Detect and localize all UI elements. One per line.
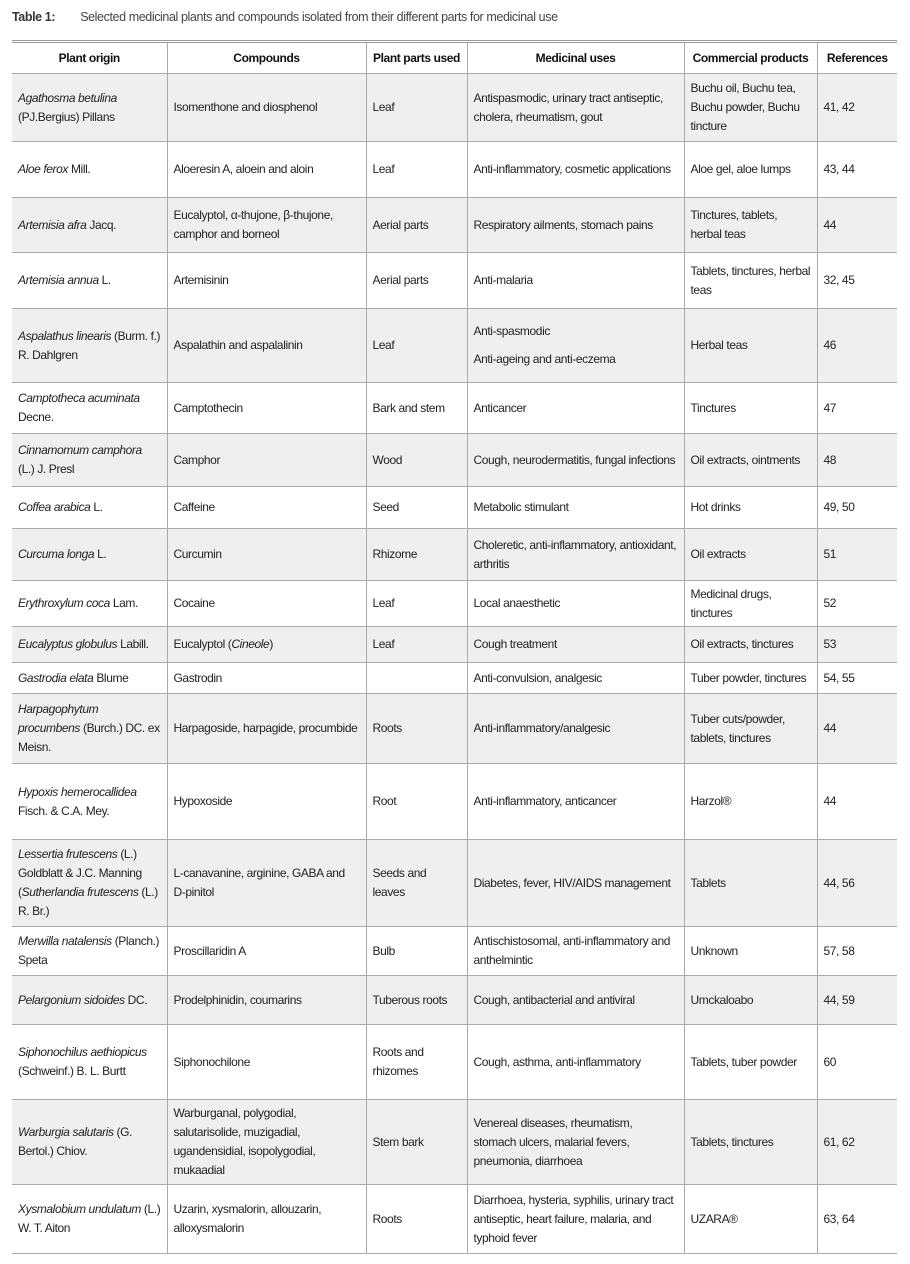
commercial-products-cell: Oil extracts, tinctures: [684, 627, 817, 663]
compounds-cell: [167, 529, 366, 581]
text-segment: Siphonochilus aethiopicus: [18, 1045, 147, 1059]
text-segment: Cocaine: [173, 596, 215, 610]
commercial-products-cell: Herbal teas: [684, 309, 817, 383]
plant-origin-cell: [12, 694, 167, 764]
text-segment: Proscillaridin A: [173, 943, 246, 958]
text-segment: Artemisinin: [173, 273, 229, 287]
text-segment: Anti-inflammatory, cosmetic applications: [473, 162, 671, 176]
text-segment: Jacq.: [86, 217, 117, 232]
table-row: [12, 927, 897, 976]
text-segment: Caffeine: [173, 500, 215, 514]
compounds-cell: [167, 487, 366, 529]
compounds-cell: [167, 976, 366, 1025]
commercial-products-cell: Tinctures, tablets, herbal teas: [684, 198, 817, 253]
table-title: Selected medicinal plants and compounds isolated from their different parts for medicinal use: [80, 10, 558, 24]
medicinal-uses-cell: [467, 663, 684, 694]
text-segment: Lessertia frutescens: [18, 847, 118, 861]
commercial-products-cell: Tablets, tinctures: [684, 1100, 817, 1185]
compounds-cell: [167, 1025, 366, 1100]
text-segment: Camphor: [173, 452, 221, 467]
text-segment: (L.) W. T. Aiton: [18, 1202, 161, 1235]
medicinal-uses-cell: [467, 142, 684, 198]
header-medicinal-uses: Medicinal uses: [467, 42, 684, 74]
text-segment: Cinnamomum camphora: [18, 443, 142, 457]
text-segment: (L.) J. Presl: [18, 462, 75, 476]
references-cell: 32, 45: [817, 253, 897, 309]
plant-origin-cell: [12, 74, 167, 142]
text-segment: Choleretic, anti-inflammatory, antioxidant, arthritis: [473, 537, 677, 571]
table-row: [12, 487, 897, 529]
compounds-cell: [167, 840, 366, 927]
text-segment: Metabolic stimulant: [473, 500, 569, 514]
medicinal-uses-cell: [467, 198, 684, 253]
plant-parts-cell: Rhizome: [366, 529, 467, 581]
text-segment: Cough, antibacterial and antiviral: [473, 992, 635, 1007]
text-segment: Anti-inflammatory/analgesic: [473, 721, 611, 735]
text-segment: Uzarin, xysmalorin, allouzarin, alloxysmalorin: [173, 1202, 322, 1235]
text-segment: Curcuma longa: [18, 547, 95, 561]
header-plant-origin: Plant origin: [12, 42, 167, 74]
references-cell: 63, 64: [817, 1185, 897, 1254]
references-cell: 54, 55: [817, 663, 897, 694]
text-segment: Gastrodia elata: [18, 670, 94, 685]
plant-origin-cell: [12, 663, 167, 694]
plant-parts-cell: Seed: [366, 487, 467, 529]
table-row: [12, 976, 897, 1025]
compounds-cell: [167, 764, 366, 840]
plant-parts-cell: Wood: [366, 434, 467, 487]
medicinal-uses-cell: [467, 383, 684, 434]
header-compounds: Compounds: [167, 42, 366, 74]
text-segment: Harpagophytum procumbens: [18, 702, 99, 735]
table-label: Table 1:: [12, 10, 56, 24]
references-cell: 44, 59: [817, 976, 897, 1025]
compounds-cell: [167, 383, 366, 434]
text-segment: Labill.: [117, 637, 149, 651]
references-cell: 57, 58: [817, 927, 897, 976]
text-segment: Erythroxylum coca: [18, 596, 110, 610]
plant-origin-cell: [12, 627, 167, 663]
text-segment: Blume: [93, 670, 129, 685]
references-cell: 52: [817, 581, 897, 627]
text-segment: Fisch. & C.A. Mey.: [18, 803, 110, 818]
plant-parts-cell: Bulb: [366, 927, 467, 976]
medicinal-uses-cell: [467, 627, 684, 663]
commercial-products-cell: Oil extracts, ointments: [684, 434, 817, 487]
text-segment: Sutherlandia frutescens: [21, 885, 139, 899]
plant-parts-cell: Leaf: [366, 74, 467, 142]
plant-origin-cell: [12, 1185, 167, 1254]
references-cell: 44: [817, 764, 897, 840]
plant-origin-cell: [12, 487, 167, 529]
text-segment: Aloe ferox: [18, 162, 69, 176]
references-cell: 44, 56: [817, 840, 897, 927]
medicinal-uses-cell: [467, 74, 684, 142]
compounds-cell: [167, 142, 366, 198]
text-segment: Hypoxis hemerocallidea: [18, 784, 137, 799]
text-segment: Cough, asthma, anti-inflammatory: [473, 1054, 641, 1069]
text-segment: Anti-ageing and anti-eczema: [473, 352, 616, 366]
text-segment: Eucalyptol (: [173, 637, 232, 651]
references-cell: 51: [817, 529, 897, 581]
text-segment: Harpagoside, harpagide, procumbide: [173, 721, 358, 735]
plant-parts-cell: Aerial parts: [366, 198, 467, 253]
commercial-products-cell: Aloe gel, aloe lumps: [684, 142, 817, 198]
text-segment: Eucalyptus globulus: [18, 637, 118, 651]
text-segment: (Burch.) DC. ex Meisn.: [18, 721, 160, 754]
text-segment: Agathosma betulina: [18, 90, 117, 105]
plant-origin-cell: [12, 309, 167, 383]
medicinal-uses-cell: [467, 581, 684, 627]
text-segment: Curcumin: [173, 547, 222, 561]
plant-parts-cell: Leaf: [366, 142, 467, 198]
plant-parts-cell: Roots and rhizomes: [366, 1025, 467, 1100]
plant-origin-cell: [12, 383, 167, 434]
plant-parts-cell: Leaf: [366, 581, 467, 627]
references-cell: 46: [817, 309, 897, 383]
table-row: [12, 198, 897, 253]
table-row: [12, 764, 897, 840]
text-segment: Anti-convulsion, analgesic: [473, 670, 602, 685]
text-segment: Cough treatment: [473, 637, 557, 651]
plant-parts-cell: Roots: [366, 694, 467, 764]
text-segment: Camptotheca acuminata: [18, 391, 140, 405]
references-cell: 48: [817, 434, 897, 487]
header-row: [12, 42, 897, 74]
text-segment: Cough, neurodermatitis, fungal infections: [473, 452, 676, 467]
commercial-products-cell: Harzol®: [684, 764, 817, 840]
compounds-cell: [167, 309, 366, 383]
text-segment: Aspalathus linearis: [18, 328, 112, 343]
text-segment: (L.) Goldblatt & J.C. Manning (: [18, 847, 142, 899]
medicinal-uses-cell: [467, 976, 684, 1025]
medicinal-uses-cell: [467, 1185, 684, 1254]
plant-parts-cell: Stem bark: [366, 1100, 467, 1185]
compounds-cell: [167, 198, 366, 253]
text-segment: Eucalyptol, α-thujone, β-thujone, camphor and borneol: [173, 208, 333, 241]
medicinal-uses-cell: [467, 840, 684, 927]
text-segment: Isomenthone and diosphenol: [173, 100, 318, 114]
plant-parts-cell: Bark and stem: [366, 383, 467, 434]
plant-origin-cell: [12, 1025, 167, 1100]
compounds-cell: [167, 927, 366, 976]
compounds-cell: [167, 694, 366, 764]
table-row: [12, 434, 897, 487]
text-segment: Pelargonium sidoides: [18, 992, 125, 1007]
commercial-products-cell: UZARA®: [684, 1185, 817, 1254]
text-segment: (G. Bertol.) Chiov.: [18, 1125, 132, 1158]
text-segment: L.: [90, 500, 103, 514]
table-row: [12, 383, 897, 434]
table-row: [12, 581, 897, 627]
table-row: [12, 74, 897, 142]
text-segment: Diarrhoea, hysteria, syphilis, urinary tract antiseptic, heart failure, malaria, and typhoid fever: [473, 1192, 674, 1245]
text-segment: Aloeresin A, aloein and aloin: [173, 162, 314, 176]
text-segment: Local anaesthetic: [473, 596, 561, 610]
medicinal-uses-cell: [467, 487, 684, 529]
references-cell: 47: [817, 383, 897, 434]
table-row: [12, 529, 897, 581]
commercial-products-cell: Tuber powder, tinctures: [684, 663, 817, 694]
plant-origin-cell: [12, 927, 167, 976]
plant-parts-cell: Leaf: [366, 627, 467, 663]
text-segment: L.: [94, 547, 107, 561]
commercial-products-cell: Unknown: [684, 927, 817, 976]
plant-parts-cell: [366, 663, 467, 694]
text-segment: (Schweinf.) B. L. Burtt: [18, 1064, 126, 1078]
table-body: [12, 74, 897, 1254]
table-row: [12, 1025, 897, 1100]
text-segment: Merwilla natalensis: [18, 934, 112, 948]
text-segment: Xysmalobium undulatum: [18, 1202, 141, 1216]
compounds-cell: [167, 581, 366, 627]
text-segment: L.: [98, 273, 111, 287]
plant-origin-cell: [12, 529, 167, 581]
text-segment: ): [269, 637, 273, 651]
text-segment: Mill.: [68, 162, 91, 176]
text-segment: L-canavanine, arginine, GABA and D-pinitol: [173, 866, 345, 899]
text-segment: Respiratory ailments, stomach pains: [473, 217, 653, 232]
header-references: References: [817, 42, 897, 74]
compounds-cell: [167, 1185, 366, 1254]
medicinal-uses-cell: [467, 529, 684, 581]
text-segment: Artemisia afra: [18, 217, 87, 232]
commercial-products-cell: Tablets: [684, 840, 817, 927]
text-segment: Camptothecin: [173, 400, 243, 415]
text-segment: Antispasmodic, urinary tract antiseptic, cholera, rheumatism, gout: [473, 90, 663, 124]
plant-origin-cell: [12, 253, 167, 309]
plant-origin-cell: [12, 142, 167, 198]
text-segment: Anticancer: [473, 400, 527, 415]
text-segment: Hypoxoside: [173, 794, 233, 808]
commercial-products-cell: Medicinal drugs, tinctures: [684, 581, 817, 627]
references-cell: 60: [817, 1025, 897, 1100]
table-row: [12, 1185, 897, 1254]
text-segment: (Burm. f.) R. Dahlgren: [18, 328, 161, 362]
text-segment: Anti-spasmodic: [473, 324, 550, 338]
table-row: [12, 663, 897, 694]
medicinal-uses-cell: [467, 927, 684, 976]
text-segment: Prodelphinidin, coumarins: [173, 992, 302, 1007]
table-row: [12, 1100, 897, 1185]
plant-origin-cell: [12, 581, 167, 627]
references-cell: 43, 44: [817, 142, 897, 198]
references-cell: 53: [817, 627, 897, 663]
references-cell: 41, 42: [817, 74, 897, 142]
text-segment: (L.) R. Br.): [18, 885, 158, 918]
references-cell: 44: [817, 694, 897, 764]
text-segment: Coffea arabica: [18, 500, 91, 514]
commercial-products-cell: Tuber cuts/powder, tablets, tinctures: [684, 694, 817, 764]
text-segment: Warburganal, polygodial, salutarisolide, muzigadial, ugandensidial, isopolygodial, mukaadial: [173, 1106, 316, 1177]
table-row: [12, 253, 897, 309]
compounds-cell: [167, 1100, 366, 1185]
text-segment: Artemisia annua: [18, 273, 99, 287]
plant-parts-cell: Tuberous roots: [366, 976, 467, 1025]
commercial-products-cell: Hot drinks: [684, 487, 817, 529]
text-segment: Siphonochilone: [173, 1054, 250, 1069]
text-segment: Aspalathin and aspalalinin: [173, 338, 303, 352]
text-segment: Diabetes, fever, HIV/AIDS management: [473, 875, 671, 890]
medicinal-uses-cell: [467, 764, 684, 840]
commercial-products-cell: Oil extracts: [684, 529, 817, 581]
medicinal-uses-cell: [467, 694, 684, 764]
text-segment: Lam.: [109, 596, 138, 610]
references-cell: 49, 50: [817, 487, 897, 529]
medicinal-uses-cell: [467, 253, 684, 309]
plant-origin-cell: [12, 198, 167, 253]
plant-origin-cell: [12, 840, 167, 927]
commercial-products-cell: Tinctures: [684, 383, 817, 434]
plant-parts-cell: Seeds and leaves: [366, 840, 467, 927]
text-segment: Anti-malaria: [473, 273, 533, 287]
references-cell: 61, 62: [817, 1100, 897, 1185]
plant-origin-cell: [12, 1100, 167, 1185]
plant-parts-cell: Leaf: [366, 309, 467, 383]
plant-parts-cell: Aerial parts: [366, 253, 467, 309]
plant-origin-cell: [12, 434, 167, 487]
commercial-products-cell: Tablets, tuber powder: [684, 1025, 817, 1100]
medicinal-uses-cell: [467, 434, 684, 487]
plant-origin-cell: [12, 976, 167, 1025]
plant-parts-cell: Roots: [366, 1185, 467, 1254]
commercial-products-cell: Umckaloabo: [684, 976, 817, 1025]
table-caption: [12, 10, 558, 24]
medicinal-uses-cell: [467, 1025, 684, 1100]
text-segment: (PJ.Bergius) Pillans: [18, 109, 115, 124]
text-segment: Decne.: [18, 410, 54, 424]
compounds-cell: [167, 663, 366, 694]
text-segment: Anti-inflammatory, anticancer: [473, 794, 617, 808]
medicinal-uses-cell: [467, 1100, 684, 1185]
commercial-products-cell: Tablets, tinctures, herbal teas: [684, 253, 817, 309]
text-segment: Gastrodin: [173, 670, 222, 685]
table-row: [12, 627, 897, 663]
compounds-cell: [167, 253, 366, 309]
references-cell: 44: [817, 198, 897, 253]
table-row: [12, 309, 897, 383]
text-segment: (Planch.) Speta: [18, 934, 160, 967]
medicinal-uses-cell: [467, 309, 684, 383]
table-row: [12, 694, 897, 764]
text-segment: Cineole: [231, 637, 270, 651]
plant-parts-cell: Root: [366, 764, 467, 840]
header-commercial-products: Commercial products: [684, 42, 817, 74]
text-segment: Antischistosomal, anti-inflammatory and anthelmintic: [473, 934, 670, 967]
compounds-cell: [167, 434, 366, 487]
plant-origin-cell: [12, 764, 167, 840]
table-row: [12, 142, 897, 198]
table-row: [12, 840, 897, 927]
compounds-cell: [167, 74, 366, 142]
text-segment: Venereal diseases, rheumatism, stomach ulcers, malarial fevers, pneumonia, diarrhoea: [473, 1115, 633, 1168]
text-segment: DC.: [124, 992, 148, 1007]
text-segment: Warburgia salutaris: [18, 1125, 114, 1139]
medicinal-plants-table: [12, 40, 897, 1254]
commercial-products-cell: Buchu oil, Buchu tea, Buchu powder, Buchu tincture: [684, 74, 817, 142]
compounds-cell: [167, 627, 366, 663]
header-plant-parts: Plant parts used: [366, 42, 467, 74]
